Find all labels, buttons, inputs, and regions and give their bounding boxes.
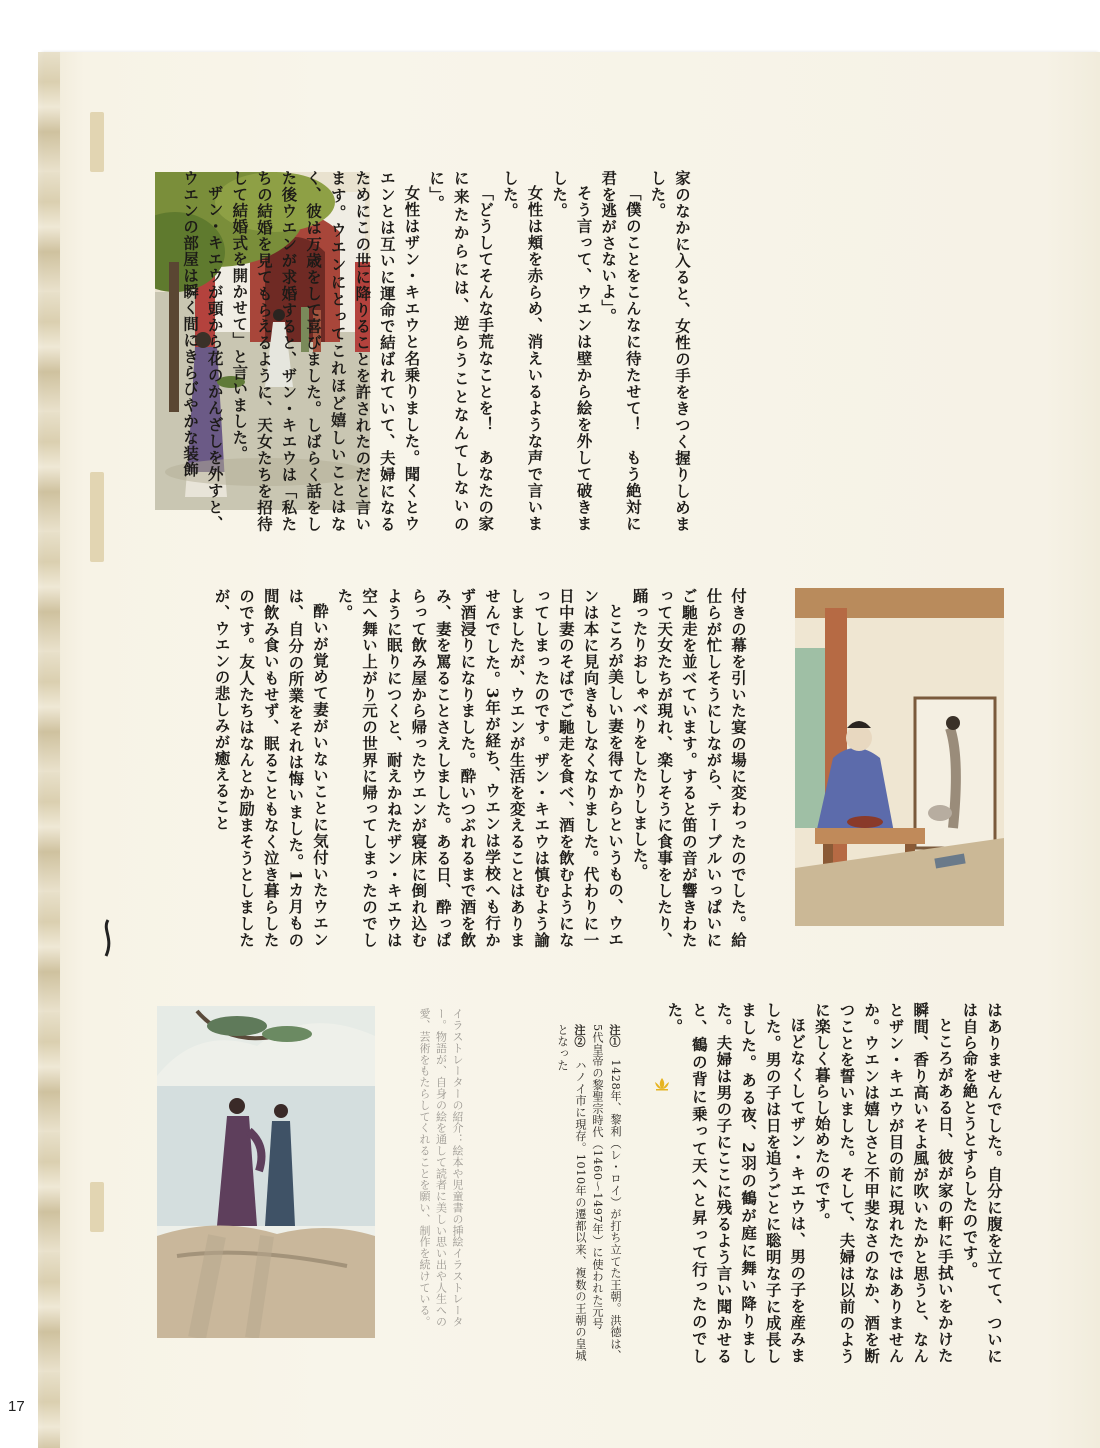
paragraph: 家のなかに入ると、女性の手をきつく握りしめました。 — [648, 170, 691, 532]
story-text-top — [181, 170, 694, 532]
lotus-icon — [654, 1077, 670, 1091]
paragraph: ところがある日、彼が家の軒に手拭いをかけた瞬間、香り高いそよ風が吹いたかと思うと、なんとザン・キエウが目の前に現れたではありませんか。ウエンは嬉しさと不甲斐なさのなか、酒を断つことを誓いました。そして、夫婦は以前のように楽しく暮らし始めたのです。 — [812, 1002, 954, 1364]
tape-strip — [90, 112, 104, 172]
tape-strip — [90, 1182, 104, 1232]
ink-stain — [98, 918, 118, 958]
paragraph: そう言って、ウエンは壁から絵を外して破きました。 — [550, 170, 593, 532]
illustrator-introduction: イラストレーターの紹介：絵本や児童書の挿絵イラストレーター。物語が、自身の絵を通して読者に美しい思い出や人生への愛、芸術をもたらしてくれることを願い、制作を続けている。 — [418, 1008, 464, 1328]
paragraph: 「僕のことをこんなに待たせて！ もう絶対に君を逃がさないよ」。 — [599, 170, 642, 532]
paragraph: ザン・キエウが頭から花のかんざしを外すと、ウエンの部屋は瞬く間にきらびやかな装飾 — [181, 170, 224, 532]
paragraph: ほどなくしてザン・キエウは、男の子を産みました。男の子は日を追うごとに聡明な子に成長しました。ある夜、2羽の鶴が庭に舞い降りました。夫婦は男の子にここに残るよう言い聞かせると、鶴の背に乗って天へと昇って行ったのでした。 — [665, 1002, 807, 1364]
paragraph: 付きの幕を引いた宴の場に変わったのでした。給仕らが忙しそうにしながら、テーブルいっぱいにご馳走を並べています。すると笛の音が響きわたって天女たちが現れ、楽しそうに食事をしたり、踊ったりおしゃべりをしたりしました。 — [630, 588, 747, 948]
footnote-2: 注② ハノイ市に現存。1010年の遷都以来、複数の王朝の皇城となった — [556, 1024, 587, 1362]
tape-strip — [90, 472, 104, 562]
footnote-1: 注① 1428年、黎利（レ・ロイ）が打ち立てた王朝。洪徳は、5代皇帝の黎聖宗時代（1460～1497年）に使われた元号 — [591, 1024, 622, 1362]
illustration-couple-seaside — [157, 1006, 375, 1338]
page-number: 17 — [8, 1398, 25, 1415]
paragraph: 酔いが覚めて妻がいないことに気付いたウエンは、自分の所業をそれは悔いました。1カ月もの間飲み食いもせず、眠ることもなく泣き暮らしたのです。友人たちはなんとか励まそうとしましたが、ウエンの悲しみが癒えること — [212, 588, 329, 948]
paragraph: 女性は頬を赤らめ、消えいるような声で言いました。 — [500, 170, 544, 532]
paragraph: 「どうしてそんな手荒なことを！ あなたの家に来たからには、逆らうことなんてしないのに」。 — [427, 170, 495, 532]
paragraph: ところが美しい妻を得てからというもの、ウエンは本に見向きもしなくなりました。代わりに一日中妻のそばでご馳走を食べ、酒を飲むようになってしまったのです。ザン・キエウは慎むよう諭しましたが、ウエンが生活を変えることはありませんでした。3年が経ち、ウエンは学校へも行かず酒浸りになりました。酔いつぶれるまで酒を飲み、妻を罵ることさえしました。ある日、酔っぱらって飲み屋から帰ったウエンが寝床に倒れ込むように眠りにつくと、耐えかねたザン・キエウは空へ舞い上がり元の世界に帰ってしまったのでした。 — [335, 588, 625, 948]
story-text-middle — [158, 588, 750, 948]
paragraph: はありませんでした。自分に腹を立てて、ついには自ら命を絶とうとすらしたのです。 — [960, 1002, 1003, 1364]
paragraph: 女性はザン・キエウと名乗りました。聞くとウエンとは互いに運命で結ばれていて、夫婦になるためにこの世に降りることを許されたのだと言います。ウエンにとってこれほど嬉しいことはなく、彼は万歳をして喜びました。しばらく話をした後ウエンが求婚すると、ザン・キエウは「私たちの結婚を見てもらえるように、天女たちを招待して結婚式を開かせて」と言いました。 — [230, 170, 421, 532]
footnotes — [520, 1024, 624, 1364]
story-text-bottom — [634, 1002, 1006, 1364]
illustration-scholar-scene — [795, 588, 1004, 926]
